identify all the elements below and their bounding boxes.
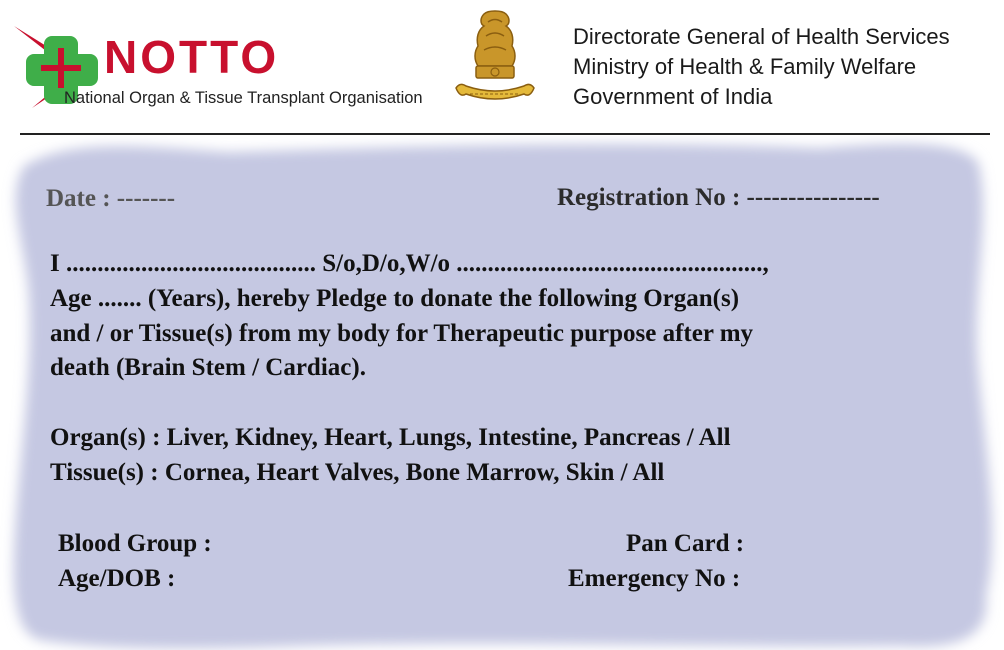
age-dob-label: Age/DOB : bbox=[58, 565, 176, 592]
gov-line-government: Government of India bbox=[573, 84, 773, 109]
date-field: Date : ------- bbox=[46, 185, 176, 212]
notto-wordmark: NOTTO bbox=[104, 31, 280, 83]
gov-line-ministry: Ministry of Health & Family Welfare bbox=[573, 54, 917, 79]
pledge-line-4: death (Brain Stem / Cardiac). bbox=[50, 354, 366, 381]
pledge-line-1: I ........................................ S/o,D/o,W/o ................................................., bbox=[50, 250, 769, 277]
tissues-line: Tissue(s) : Cornea, Heart Valves, Bone Marrow, Skin / All bbox=[50, 459, 665, 486]
organisation-name: National Organ & Tissue Transplant Organisation bbox=[64, 89, 423, 107]
pan-card-label: Pan Card : bbox=[626, 530, 745, 557]
registration-number-field: Registration No : ---------------- bbox=[557, 184, 880, 211]
blood-group-label: Blood Group : bbox=[58, 530, 212, 557]
organs-line: Organ(s) : Liver, Kidney, Heart, Lungs, Intestine, Pancreas / All bbox=[50, 424, 731, 451]
pledge-line-2: Age ....... (Years), hereby Pledge to donate the following Organ(s) bbox=[50, 285, 740, 312]
gov-line-directorate: Directorate General of Health Services bbox=[573, 24, 950, 49]
pledge-line-3: and / or Tissue(s) from my body for Therapeutic purpose after my bbox=[50, 320, 754, 347]
emergency-number-label: Emergency No : bbox=[568, 565, 741, 592]
